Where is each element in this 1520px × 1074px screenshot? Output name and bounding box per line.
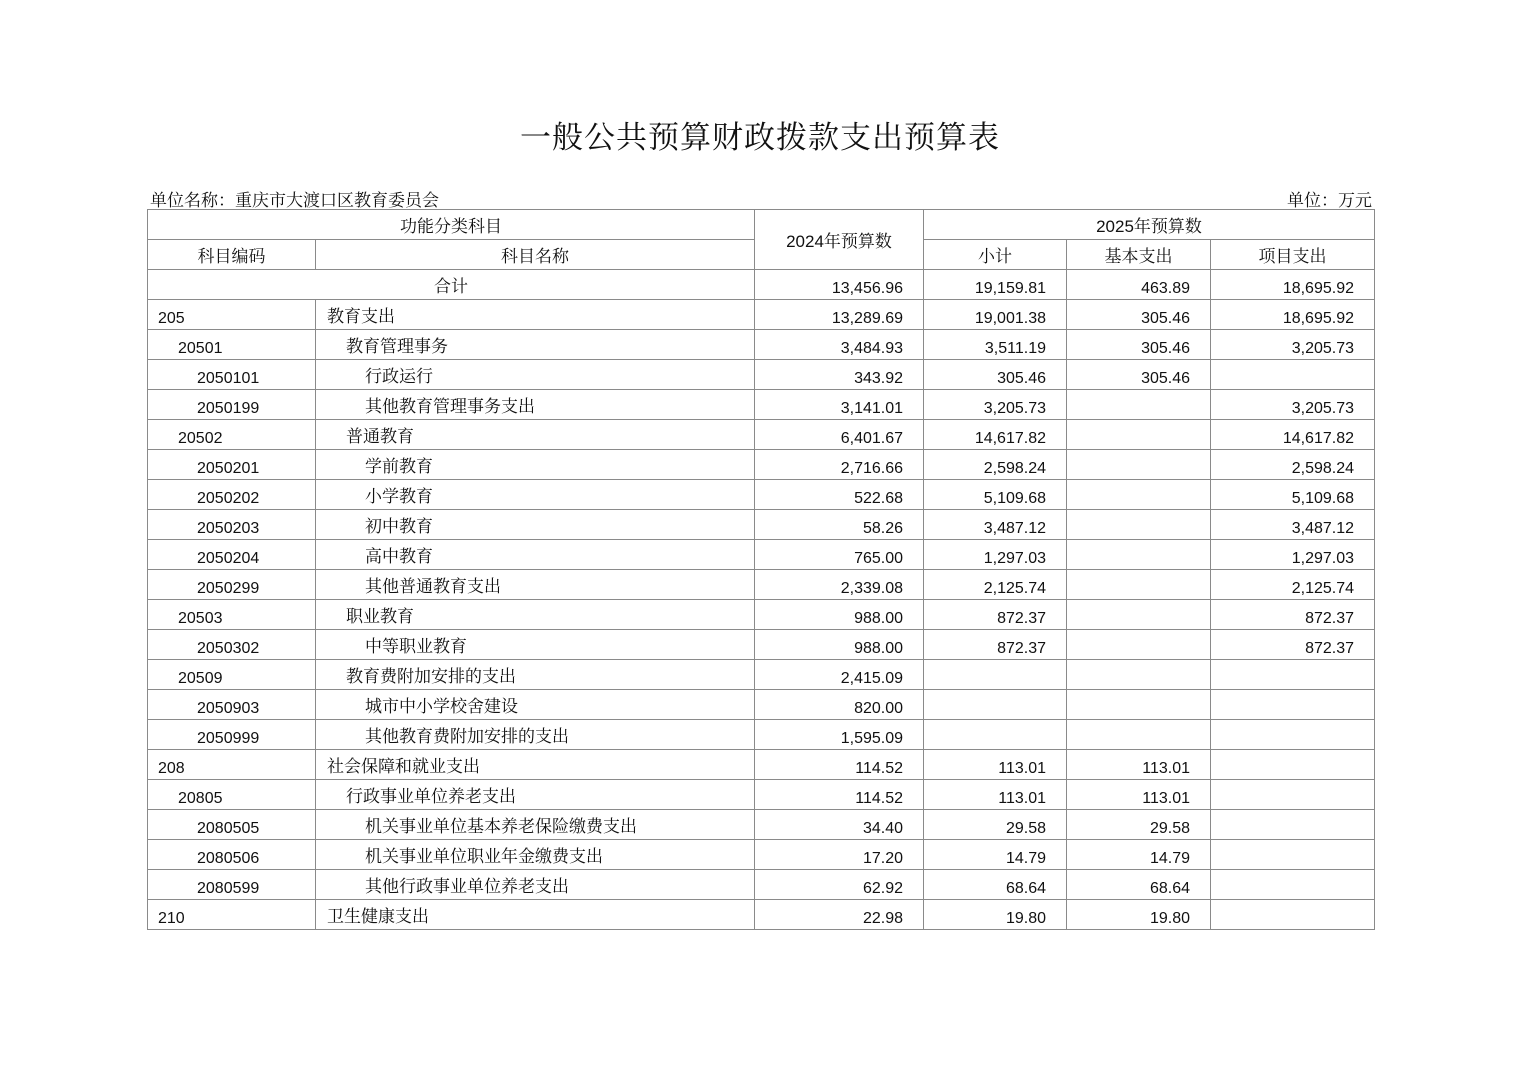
row-basic bbox=[1067, 600, 1211, 630]
row-basic bbox=[1067, 720, 1211, 750]
row-basic: 29.58 bbox=[1067, 810, 1211, 840]
row-code: 2050199 bbox=[148, 390, 316, 420]
row-budget-2024: 6,401.67 bbox=[755, 420, 924, 450]
row-basic: 305.46 bbox=[1067, 300, 1211, 330]
table-row bbox=[148, 630, 1375, 660]
row-budget-2024: 988.00 bbox=[755, 600, 924, 630]
row-subtotal: 3,205.73 bbox=[924, 390, 1067, 420]
row-subtotal: 14.79 bbox=[924, 840, 1067, 870]
row-project bbox=[1211, 870, 1375, 900]
row-code: 2080506 bbox=[148, 840, 316, 870]
row-project bbox=[1211, 750, 1375, 780]
table-row bbox=[148, 450, 1375, 480]
table-row bbox=[148, 540, 1375, 570]
row-code: 20805 bbox=[148, 780, 316, 810]
row-subtotal: 14,617.82 bbox=[924, 420, 1067, 450]
row-subtotal: 1,297.03 bbox=[924, 540, 1067, 570]
row-basic: 305.46 bbox=[1067, 360, 1211, 390]
row-project bbox=[1211, 690, 1375, 720]
row-code: 2050202 bbox=[148, 480, 316, 510]
row-basic: 14.79 bbox=[1067, 840, 1211, 870]
header-name: 科目名称 bbox=[316, 240, 755, 270]
row-budget-2024: 62.92 bbox=[755, 870, 924, 900]
header-basic: 基本支出 bbox=[1067, 240, 1211, 270]
row-budget-2024: 988.00 bbox=[755, 630, 924, 660]
row-basic: 68.64 bbox=[1067, 870, 1211, 900]
row-code: 20503 bbox=[148, 600, 316, 630]
row-basic bbox=[1067, 630, 1211, 660]
row-name: 机关事业单位基本养老保险缴费支出 bbox=[316, 810, 755, 840]
row-project: 872.37 bbox=[1211, 600, 1375, 630]
row-code: 208 bbox=[148, 750, 316, 780]
row-name: 高中教育 bbox=[316, 540, 755, 570]
row-project: 872.37 bbox=[1211, 630, 1375, 660]
row-budget-2024: 343.92 bbox=[755, 360, 924, 390]
row-code: 2050101 bbox=[148, 360, 316, 390]
row-subtotal: 68.64 bbox=[924, 870, 1067, 900]
row-basic bbox=[1067, 690, 1211, 720]
row-code: 2050903 bbox=[148, 690, 316, 720]
row-budget-2024: 1,595.09 bbox=[755, 720, 924, 750]
row-name: 其他行政事业单位养老支出 bbox=[316, 870, 755, 900]
row-basic bbox=[1067, 450, 1211, 480]
row-budget-2024: 3,484.93 bbox=[755, 330, 924, 360]
row-project bbox=[1211, 840, 1375, 870]
row-name: 其他教育管理事务支出 bbox=[316, 390, 755, 420]
row-name: 普通教育 bbox=[316, 420, 755, 450]
row-code: 2080505 bbox=[148, 810, 316, 840]
row-name: 学前教育 bbox=[316, 450, 755, 480]
row-name: 初中教育 bbox=[316, 510, 755, 540]
header-row-1 bbox=[148, 210, 1375, 240]
header-subtotal: 小计 bbox=[924, 240, 1067, 270]
row-project bbox=[1211, 780, 1375, 810]
total-subtotal: 19,159.81 bbox=[924, 270, 1067, 300]
row-code: 2050299 bbox=[148, 570, 316, 600]
header-budget-2025: 2025年预算数 bbox=[924, 210, 1375, 240]
row-basic bbox=[1067, 480, 1211, 510]
row-budget-2024: 820.00 bbox=[755, 690, 924, 720]
row-name: 教育支出 bbox=[316, 300, 755, 330]
row-basic: 305.46 bbox=[1067, 330, 1211, 360]
row-name: 小学教育 bbox=[316, 480, 755, 510]
row-budget-2024: 17.20 bbox=[755, 840, 924, 870]
row-subtotal: 113.01 bbox=[924, 750, 1067, 780]
row-subtotal: 305.46 bbox=[924, 360, 1067, 390]
row-name: 行政运行 bbox=[316, 360, 755, 390]
row-budget-2024: 114.52 bbox=[755, 780, 924, 810]
row-name: 教育费附加安排的支出 bbox=[316, 660, 755, 690]
row-budget-2024: 522.68 bbox=[755, 480, 924, 510]
header-project: 项目支出 bbox=[1211, 240, 1375, 270]
budget-table bbox=[147, 209, 1375, 930]
row-budget-2024: 2,415.09 bbox=[755, 660, 924, 690]
row-code: 20509 bbox=[148, 660, 316, 690]
row-project: 18,695.92 bbox=[1211, 300, 1375, 330]
row-code: 2050201 bbox=[148, 450, 316, 480]
table-row bbox=[148, 750, 1375, 780]
row-project bbox=[1211, 360, 1375, 390]
row-project bbox=[1211, 720, 1375, 750]
table-row bbox=[148, 900, 1375, 930]
table-row bbox=[148, 810, 1375, 840]
row-code: 205 bbox=[148, 300, 316, 330]
total-label: 合计 bbox=[148, 270, 755, 300]
row-subtotal bbox=[924, 690, 1067, 720]
header-code: 科目编码 bbox=[148, 240, 316, 270]
row-project: 1,297.03 bbox=[1211, 540, 1375, 570]
row-basic bbox=[1067, 570, 1211, 600]
row-basic bbox=[1067, 390, 1211, 420]
row-subtotal bbox=[924, 660, 1067, 690]
row-subtotal: 872.37 bbox=[924, 630, 1067, 660]
row-name: 社会保障和就业支出 bbox=[316, 750, 755, 780]
row-code: 2050999 bbox=[148, 720, 316, 750]
row-project bbox=[1211, 660, 1375, 690]
table-row bbox=[148, 390, 1375, 420]
row-project bbox=[1211, 810, 1375, 840]
row-budget-2024: 2,339.08 bbox=[755, 570, 924, 600]
row-name: 城市中小学校舍建设 bbox=[316, 690, 755, 720]
row-project: 5,109.68 bbox=[1211, 480, 1375, 510]
row-name: 中等职业教育 bbox=[316, 630, 755, 660]
total-budget-2024: 13,456.96 bbox=[755, 270, 924, 300]
row-budget-2024: 34.40 bbox=[755, 810, 924, 840]
row-code: 20502 bbox=[148, 420, 316, 450]
row-code: 2080599 bbox=[148, 870, 316, 900]
row-code: 2050302 bbox=[148, 630, 316, 660]
row-budget-2024: 58.26 bbox=[755, 510, 924, 540]
page-title: 一般公共预算财政拨款支出预算表 bbox=[520, 120, 1000, 156]
table-row bbox=[148, 570, 1375, 600]
row-code: 2050204 bbox=[148, 540, 316, 570]
row-name: 其他普通教育支出 bbox=[316, 570, 755, 600]
table-row bbox=[148, 660, 1375, 690]
row-budget-2024: 22.98 bbox=[755, 900, 924, 930]
row-code: 210 bbox=[148, 900, 316, 930]
row-name: 机关事业单位职业年金缴费支出 bbox=[316, 840, 755, 870]
row-basic bbox=[1067, 540, 1211, 570]
row-project: 2,125.74 bbox=[1211, 570, 1375, 600]
row-subtotal: 5,109.68 bbox=[924, 480, 1067, 510]
row-project: 2,598.24 bbox=[1211, 450, 1375, 480]
row-subtotal: 29.58 bbox=[924, 810, 1067, 840]
unit-name-label: 单位名称：重庆市大渡口区教育委员会 bbox=[150, 191, 439, 211]
row-project bbox=[1211, 900, 1375, 930]
row-basic: 19.80 bbox=[1067, 900, 1211, 930]
row-project: 3,205.73 bbox=[1211, 330, 1375, 360]
table-row bbox=[148, 870, 1375, 900]
table-row bbox=[148, 480, 1375, 510]
row-basic bbox=[1067, 660, 1211, 690]
row-basic: 113.01 bbox=[1067, 780, 1211, 810]
table-row bbox=[148, 600, 1375, 630]
row-name: 职业教育 bbox=[316, 600, 755, 630]
table-row bbox=[148, 300, 1375, 330]
currency-unit-label: 单位：万元 bbox=[1287, 191, 1372, 211]
header-func-category: 功能分类科目 bbox=[148, 210, 755, 240]
table-row bbox=[148, 360, 1375, 390]
row-name: 其他教育费附加安排的支出 bbox=[316, 720, 755, 750]
table-row bbox=[148, 690, 1375, 720]
row-name: 教育管理事务 bbox=[316, 330, 755, 360]
row-budget-2024: 13,289.69 bbox=[755, 300, 924, 330]
row-subtotal: 2,125.74 bbox=[924, 570, 1067, 600]
table-row bbox=[148, 330, 1375, 360]
row-project: 3,205.73 bbox=[1211, 390, 1375, 420]
row-subtotal bbox=[924, 720, 1067, 750]
row-subtotal: 872.37 bbox=[924, 600, 1067, 630]
row-name: 行政事业单位养老支出 bbox=[316, 780, 755, 810]
row-budget-2024: 114.52 bbox=[755, 750, 924, 780]
row-code: 2050203 bbox=[148, 510, 316, 540]
table-row bbox=[148, 780, 1375, 810]
row-budget-2024: 765.00 bbox=[755, 540, 924, 570]
total-row bbox=[148, 270, 1375, 300]
row-subtotal: 113.01 bbox=[924, 780, 1067, 810]
row-name: 卫生健康支出 bbox=[316, 900, 755, 930]
table-row bbox=[148, 840, 1375, 870]
total-basic: 463.89 bbox=[1067, 270, 1211, 300]
row-subtotal: 2,598.24 bbox=[924, 450, 1067, 480]
row-basic: 113.01 bbox=[1067, 750, 1211, 780]
row-subtotal: 19,001.38 bbox=[924, 300, 1067, 330]
header-budget-2024: 2024年预算数 bbox=[755, 210, 924, 270]
row-code: 20501 bbox=[148, 330, 316, 360]
row-project: 3,487.12 bbox=[1211, 510, 1375, 540]
table-row bbox=[148, 420, 1375, 450]
table-row bbox=[148, 720, 1375, 750]
row-subtotal: 3,487.12 bbox=[924, 510, 1067, 540]
row-budget-2024: 2,716.66 bbox=[755, 450, 924, 480]
total-project: 18,695.92 bbox=[1211, 270, 1375, 300]
row-basic bbox=[1067, 510, 1211, 540]
table-row bbox=[148, 510, 1375, 540]
row-budget-2024: 3,141.01 bbox=[755, 390, 924, 420]
row-basic bbox=[1067, 420, 1211, 450]
row-subtotal: 19.80 bbox=[924, 900, 1067, 930]
row-project: 14,617.82 bbox=[1211, 420, 1375, 450]
row-subtotal: 3,511.19 bbox=[924, 330, 1067, 360]
